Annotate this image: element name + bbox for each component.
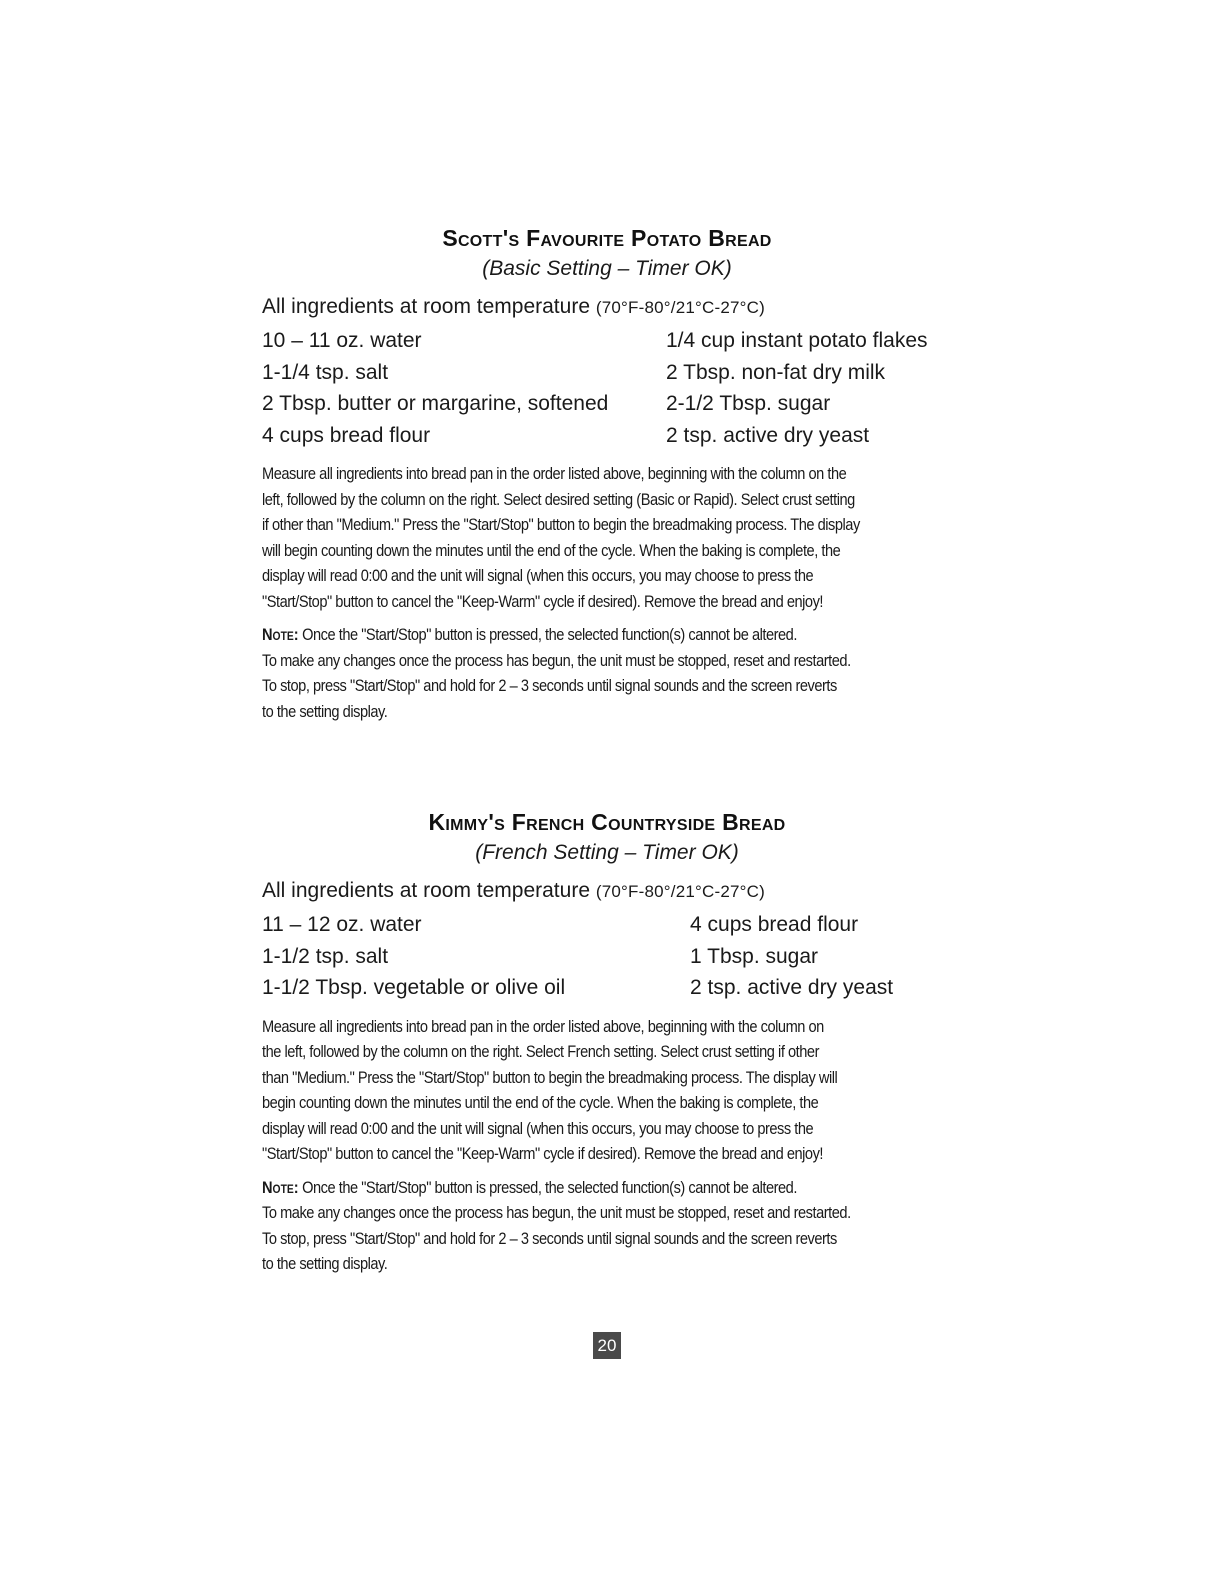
note-line <box>262 622 950 648</box>
ingredient-left: 1-1/4 tsp. salt <box>262 360 389 384</box>
ingredient-right: 1/4 cup instant potato flakes <box>666 329 928 352</box>
temperature-range: (70°F-80°/21°C-27°C) <box>595 882 765 901</box>
note-line: To stop, press "Start/Stop" and hold for 2 – 3 seconds until signal sounds and the screen reverts <box>262 676 837 695</box>
temperature-intro: All ingredients at room temperature <box>262 879 590 902</box>
note-block <box>262 1175 950 1277</box>
note-line: To make any changes once the process has begun, the unit must be stopped, reset and restarted. <box>262 1203 851 1222</box>
note-line: To stop, press "Start/Stop" and hold for 2 – 3 seconds until signal sounds and the screen reverts <box>262 1228 837 1248</box>
note-label: Note: <box>262 1177 299 1197</box>
ingredient-left: 2 Tbsp. butter or margarine, softened <box>262 392 609 415</box>
ingredient-left: 10 – 11 oz. water <box>262 329 422 352</box>
ingredient-row <box>262 972 952 1004</box>
ingredient-left: 1-1/2 Tbsp. vegetable or olive oil <box>262 976 566 999</box>
ingredient-right: 2 tsp. active dry yeast <box>666 423 870 447</box>
note-line <box>262 1175 950 1201</box>
note-line: to the setting display. <box>262 701 388 721</box>
ingredient-left: 4 cups bread flour <box>262 423 431 447</box>
note-label: Note: <box>262 625 299 644</box>
ingredients-list <box>262 909 952 1004</box>
instruction-line: display will read 0:00 and the unit will signal (when this occurs, you may choose to press the <box>262 1118 814 1138</box>
instruction-line: than "Medium." Press the "Start/Stop" button to begin the breadmaking process. The display will <box>262 1067 838 1087</box>
recipe-scotts-potato-bread <box>262 222 952 724</box>
note-block <box>262 622 950 724</box>
note-text: Once the "Start/Stop" button is pressed, the selected function(s) cannot be altered. <box>302 625 797 644</box>
recipe-setting: (French Setting – Timer OK) <box>475 841 739 864</box>
ingredient-row <box>262 941 952 973</box>
instruction-line: will begin counting down the minutes until the end of the cycle. When the baking is complete, the <box>262 540 841 560</box>
temperature-intro: All ingredients at room temperature <box>262 295 590 318</box>
ingredient-right: 4 cups bread flour <box>690 913 859 936</box>
instruction-line: if other than "Medium." Press the "Start/Stop" button to begin the breadmaking process. The display <box>262 515 860 534</box>
instruction-line: "Start/Stop" button to cancel the "Keep-Warm" cycle if desired). Remove the bread and enjoy! <box>262 591 824 611</box>
instructions-paragraph <box>262 461 950 614</box>
ingredients-list <box>262 325 952 451</box>
recipe-title: Kimmy's French Countryside Bread <box>428 809 786 835</box>
page-number: 20 <box>593 1332 621 1359</box>
temperature-range: (70°F-80°/21°C-27°C) <box>595 298 765 317</box>
ingredient-right: 2-1/2 Tbsp. sugar <box>666 392 831 415</box>
ingredient-right: 2 Tbsp. non-fat dry milk <box>666 360 886 384</box>
recipe-title: Scott's Favourite Potato Bread <box>442 225 772 251</box>
instruction-line: the left, followed by the column on the right. Select French setting. Select crust setting if other <box>262 1042 819 1061</box>
ingredient-left: 11 – 12 oz. water <box>262 913 422 936</box>
instruction-line: left, followed by the column on the right. Select desired setting (Basic or Rapid). Select crust setting <box>262 489 855 509</box>
instruction-line: display will read 0:00 and the unit will signal (when this occurs, you may choose to press the <box>262 566 814 585</box>
ingredient-row <box>262 909 952 941</box>
temperature-line <box>262 876 952 907</box>
instruction-line: Measure all ingredients into bread pan in the order listed above, beginning with the column on <box>262 1016 824 1036</box>
temperature-line <box>262 292 952 323</box>
recipe-kimmys-french-bread <box>262 806 952 1277</box>
ingredient-left: 1-1/2 tsp. salt <box>262 944 389 968</box>
note-line: To make any changes once the process has begun, the unit must be stopped, reset and restarted. <box>262 650 851 670</box>
ingredient-row <box>262 357 952 389</box>
ingredient-row <box>262 420 952 452</box>
ingredient-right: 2 tsp. active dry yeast <box>690 976 894 999</box>
ingredient-row <box>262 325 952 357</box>
instructions-paragraph <box>262 1014 950 1167</box>
instruction-line: Measure all ingredients into bread pan in the order listed above, beginning with the column on the <box>262 464 847 483</box>
note-text: Once the "Start/Stop" button is pressed, the selected function(s) cannot be altered. <box>302 1177 797 1197</box>
note-line: to the setting display. <box>262 1254 388 1273</box>
instruction-line: "Start/Stop" button to cancel the "Keep-Warm" cycle if desired). Remove the bread and enjoy! <box>262 1144 824 1163</box>
ingredient-row <box>262 388 952 420</box>
ingredient-right: 1 Tbsp. sugar <box>690 944 819 968</box>
instruction-line: begin counting down the minutes until the end of the cycle. When the baking is complete, the <box>262 1093 819 1112</box>
recipe-setting: (Basic Setting – Timer OK) <box>482 257 732 280</box>
